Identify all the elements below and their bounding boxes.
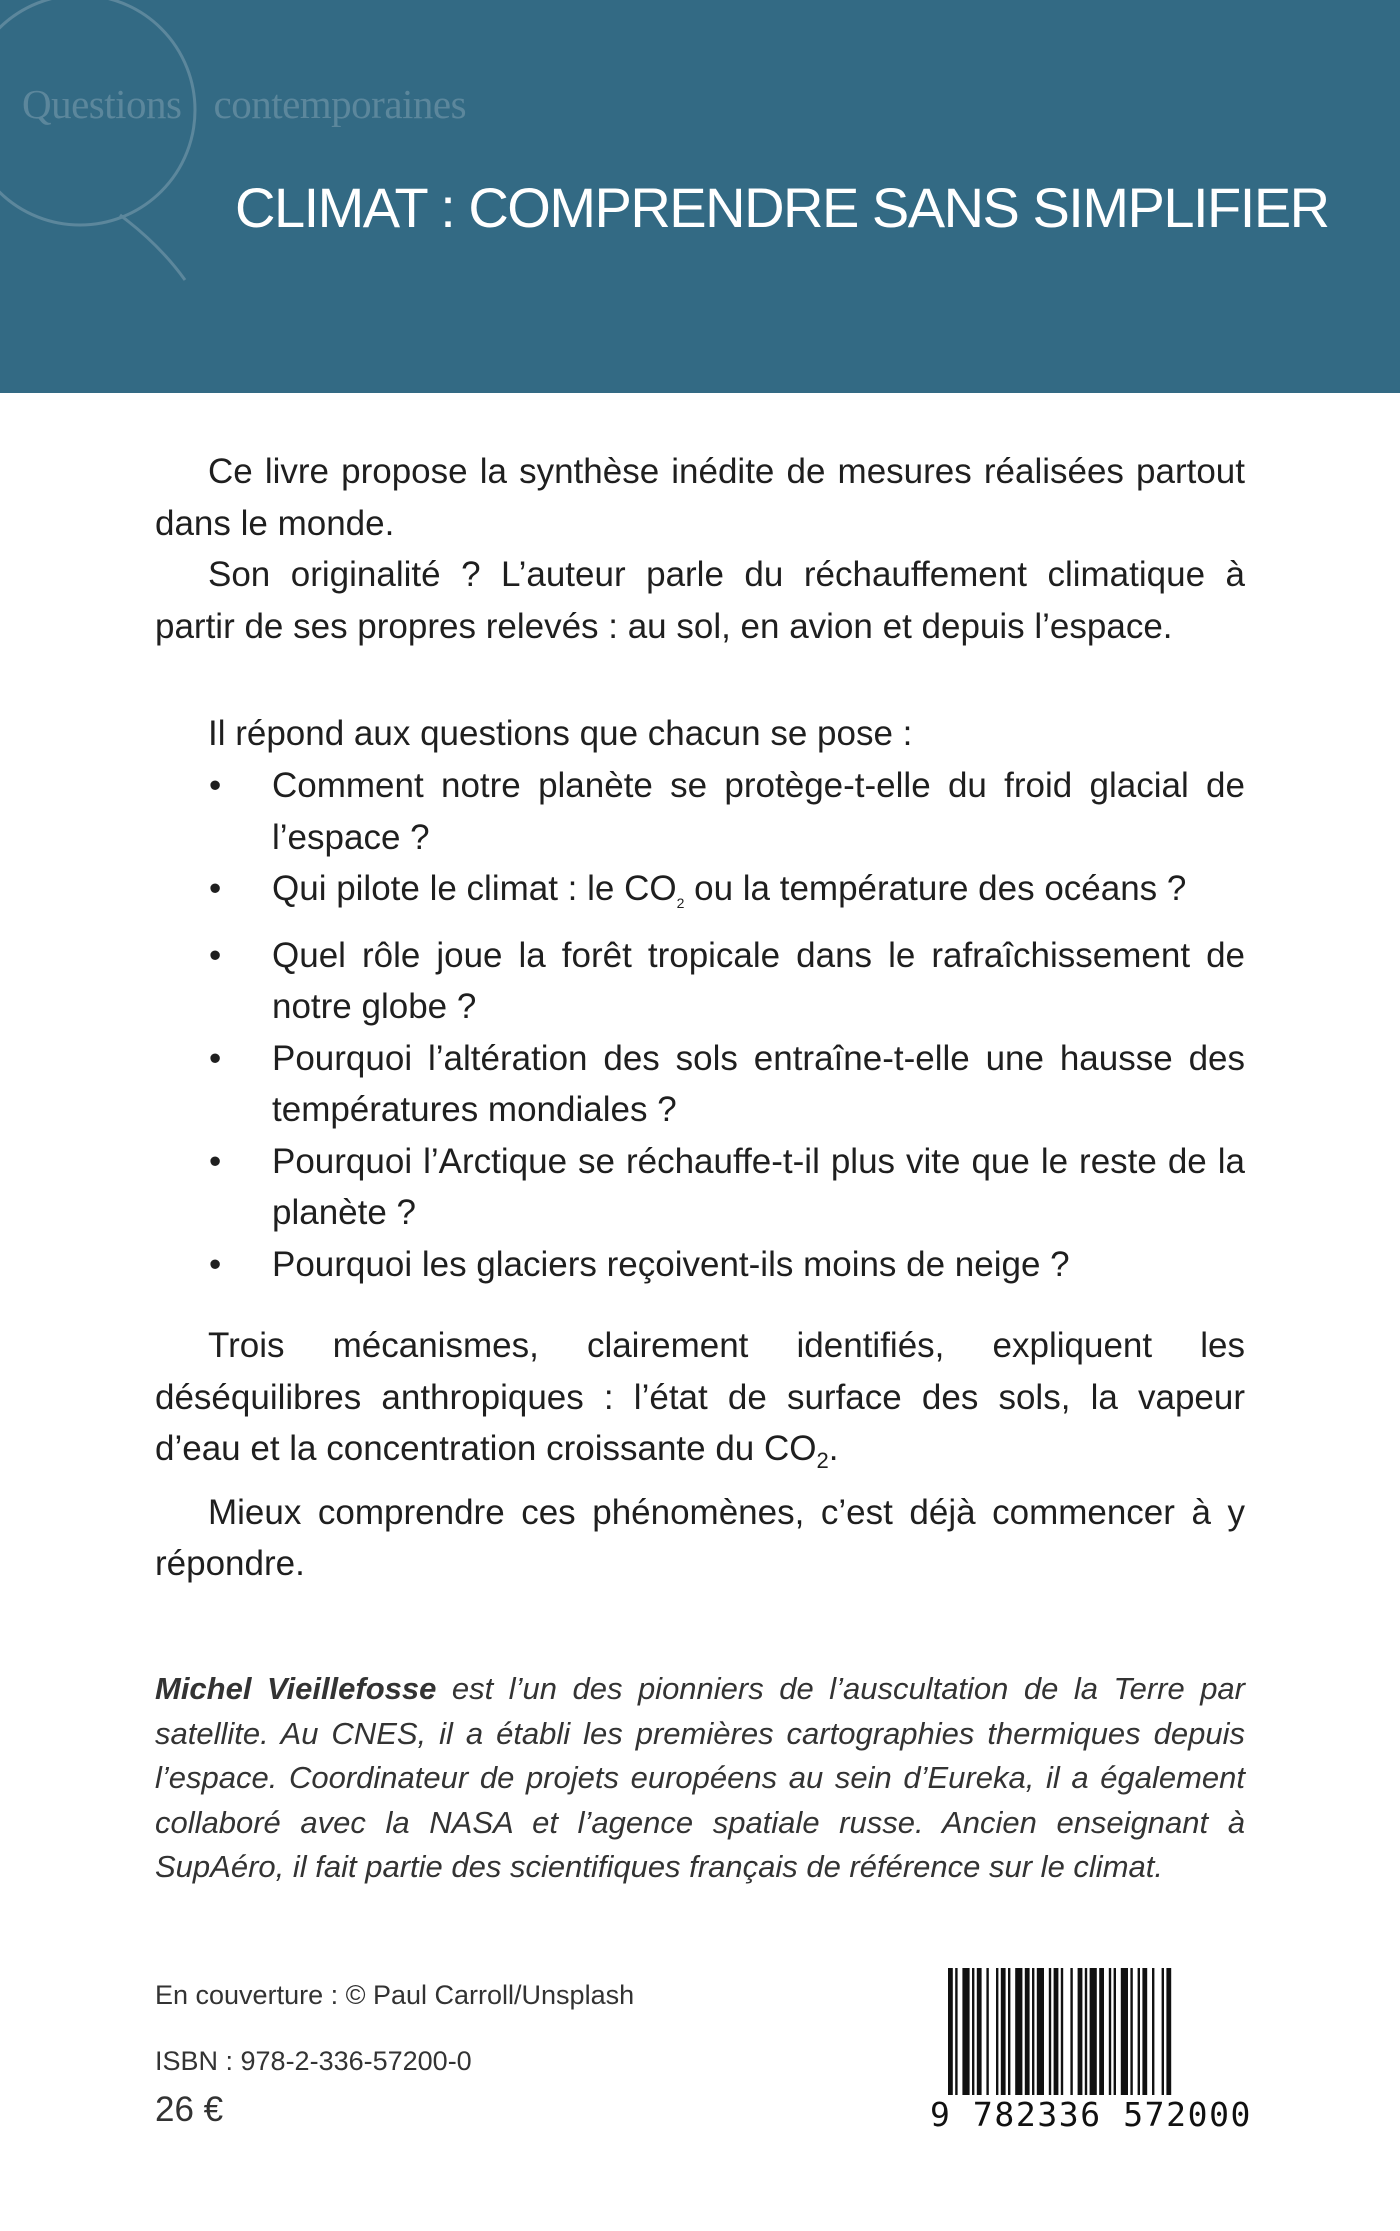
question-text-end: ou la température des océans ? xyxy=(684,869,1187,908)
bullet-icon: • xyxy=(209,1244,222,1284)
questions-list xyxy=(155,760,1245,1290)
bullet-icon: • xyxy=(209,1038,222,1078)
series-q-logo-icon xyxy=(0,0,210,300)
question-text: Qui pilote le climat : le CO xyxy=(272,869,677,908)
conclusion-paragraph-1 xyxy=(155,1320,1245,1487)
isbn: ISBN : 978-2-336-57200-0 xyxy=(155,2046,472,2076)
bullet-icon: • xyxy=(209,1141,222,1181)
series-word-1: Questions xyxy=(22,81,182,127)
series-name xyxy=(22,80,466,128)
list-item xyxy=(155,760,1245,863)
questions-lead-section xyxy=(155,708,1245,760)
co2-subscript: 2 xyxy=(676,895,685,911)
author-bio-text: est l’un des pionniers de l’auscultation de la Terre par satellite. Au CNES, il a établi les premières cartographies thermiques depuis l’espace. Coordinateur de projets européens au sein d’Eureka, il a également collaboré avec la NASA et l’agence spatiale russe. Ancien enseignant à SupAéro, il fait partie des scientifiques français de référence sur le climat. xyxy=(155,1671,1245,1884)
question-text: Quel rôle joue la forêt tropicale dans le rafraîchissement de notre globe ? xyxy=(272,935,1245,1026)
bullet-icon: • xyxy=(209,869,222,908)
author-bio xyxy=(155,1667,1245,1890)
price: 26 € xyxy=(155,2090,224,2129)
intro-section xyxy=(155,446,1245,652)
series-word-2: contemporaines xyxy=(213,81,467,127)
list-item xyxy=(155,863,1245,930)
list-item xyxy=(155,1033,1245,1136)
cover-credit: En couverture : © Paul Carroll/Unsplash xyxy=(155,1980,635,2010)
question-text: Pourquoi l’Arctique se réchauffe-t-il plus vite que le reste de la planète ? xyxy=(272,1141,1245,1232)
conclusion-section xyxy=(155,1320,1245,1590)
co2-subscript: 2 xyxy=(816,1448,829,1473)
list-item xyxy=(155,1239,1245,1291)
book-title: CLIMAT : COMPRENDRE SANS SIMPLIFIER xyxy=(235,176,1329,239)
list-item xyxy=(155,1136,1245,1239)
intro-paragraph-1: Ce livre propose la synthèse inédite de mesures réalisées partout dans le monde. xyxy=(155,452,1245,543)
barcode-number: 9 782336 572000 xyxy=(930,2095,1253,2134)
cover-header-band xyxy=(0,0,1400,393)
list-item xyxy=(155,930,1245,1033)
conclusion-text: Trois mécanismes, clairement identifiés, expliquent les déséquilibres anthropiques : l’état de surface des sols, la vapeur d’eau et la concentration croissante du CO xyxy=(155,1326,1245,1468)
questions-lead: Il répond aux questions que chacun se pose : xyxy=(208,714,913,753)
question-text: Comment notre planète se protège-t-elle du froid glacial de l’espace ? xyxy=(272,766,1245,857)
question-text: Pourquoi les glaciers reçoivent-ils moins de neige ? xyxy=(272,1244,1070,1284)
author-name: Michel Vieillefosse xyxy=(155,1671,437,1706)
question-text: Pourquoi l’altération des sols entraîne-t-elle une hausse des températures mondiales ? xyxy=(272,1038,1245,1129)
conclusion-paragraph-2: Mieux comprendre ces phénomènes, c’est déjà commencer à y répondre. xyxy=(155,1492,1245,1583)
intro-paragraph-2: Son originalité ? L’auteur parle du réchauffement climatique à partir de ses propres relevés : au sol, en avion et depuis l’espace. xyxy=(155,555,1245,646)
bullet-icon: • xyxy=(209,766,222,805)
bullet-icon: • xyxy=(209,935,222,975)
conclusion-text-end: . xyxy=(828,1429,839,1468)
